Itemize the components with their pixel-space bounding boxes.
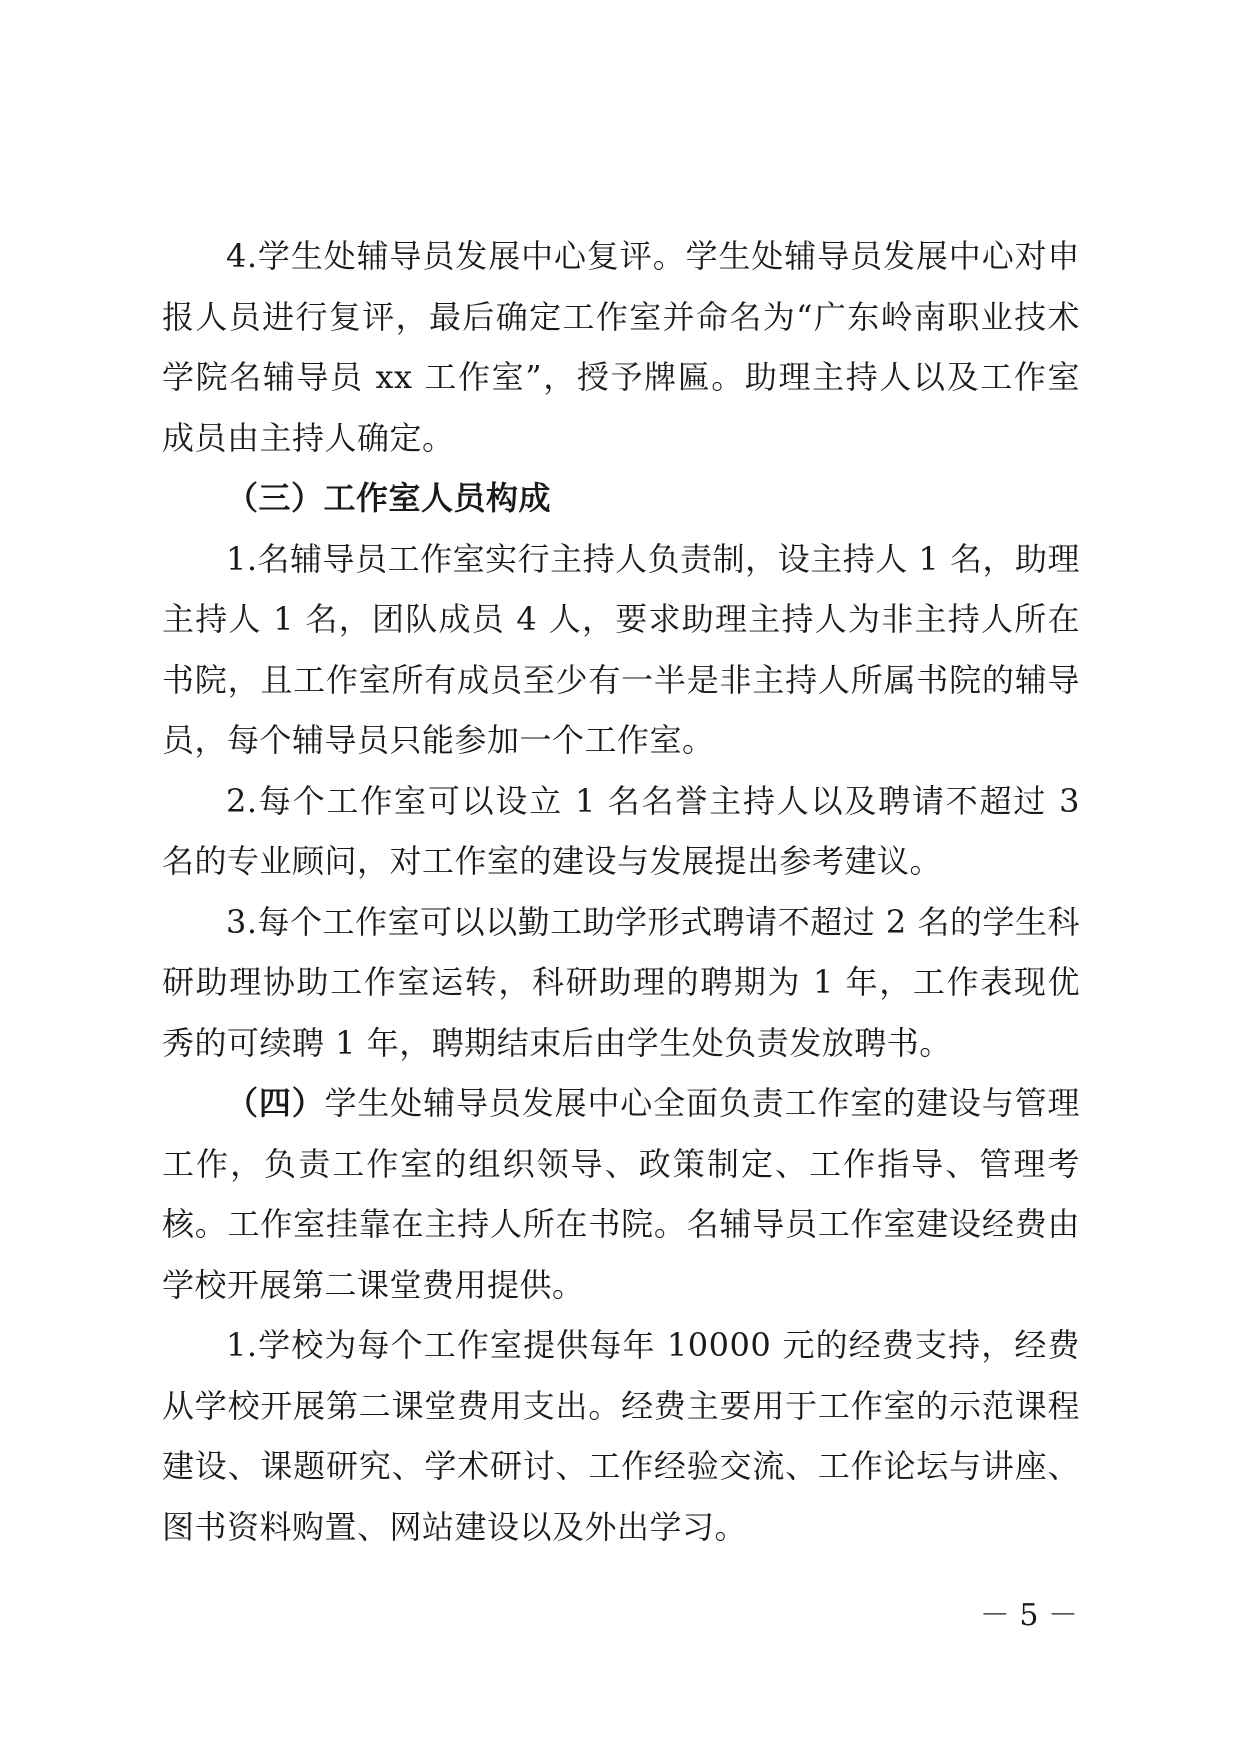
paragraph-honorary-host: 2.每个工作室可以设立 1 名名誉主持人以及聘请不超过 3 名的专业顾问，对工作室的建设与发展提出参考建议。 — [162, 781, 1080, 880]
paragraph-review: 4.学生处辅导员发展中心复评。学生处辅导员发展中心对申报人员进行复评，最后确定工作室并命名为“广东岭南职业技术学院名辅导员 xx 工作室”，授予牌匾。助理主持人以及工作室成员由主持人确定。 — [162, 237, 1080, 457]
section-lead-four: （四） — [226, 1084, 325, 1122]
paragraph-host-responsibility: 1.名辅导员工作室实行主持人负责制，设主持人 1 名，助理主持人 1 名，团队成员 4 人，要求助理主持人为非主持人所在书院，且工作室所有成员至少有一半是非主持人所属书院的辅导员，每个辅导员只能参加一个工作室。 — [162, 539, 1080, 759]
paragraph-research-assistants: 3.每个工作室可以以勤工助学形式聘请不超过 2 名的学生科研助理协助工作室运转，科研助理的聘期为 1 年，工作表现优秀的可续聘 1 年，聘期结束后由学生处负责发放聘书。 — [162, 902, 1080, 1062]
section-heading-staff-composition: （三）工作室人员构成 — [226, 479, 552, 517]
paragraph-management-body: 学生处辅导员发展中心全面负责工作室的建设与管理工作，负责工作室的组织领导、政策制定、工作指导、管理考核。工作室挂靠在主持人所在书院。名辅导员工作室建设经费由学校开展第二课堂费用提供。 — [162, 1084, 1080, 1304]
paragraph-management — [162, 1073, 1080, 1315]
document-body — [162, 226, 1080, 1557]
paragraph-funding: 1.学校为每个工作室提供每年 10000 元的经费支持，经费从学校开展第二课堂费用支出。经费主要用于工作室的示范课程建设、课题研究、学术研讨、工作经验交流、工作论坛与讲座、图书资料购置、网站建设以及外出学习。 — [162, 1326, 1080, 1546]
page-number: － 5 － — [979, 1598, 1078, 1633]
